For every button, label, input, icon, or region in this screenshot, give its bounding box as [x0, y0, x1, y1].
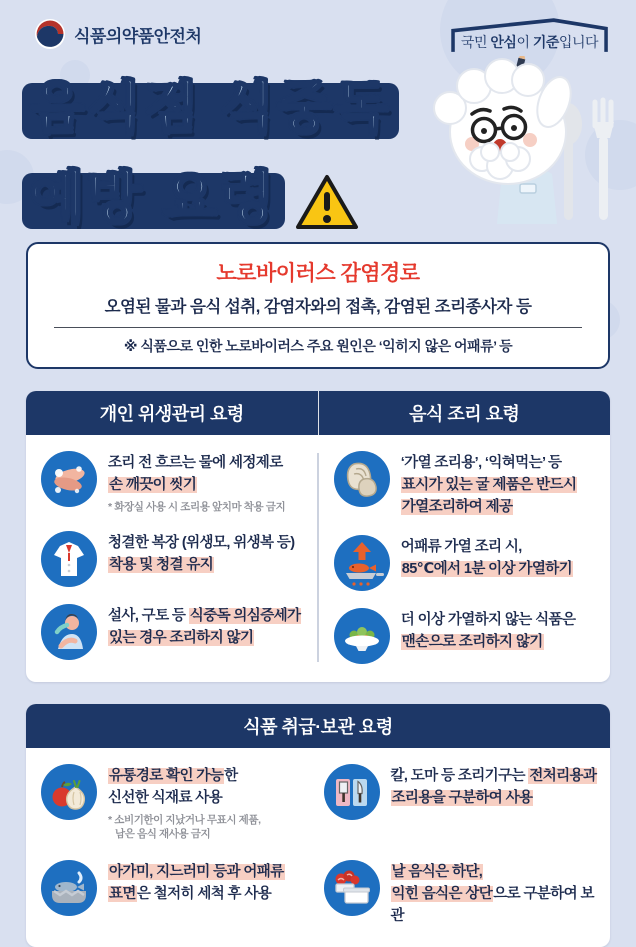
section-headers	[26, 391, 610, 435]
highlighted-text: 식중독 의심증세가	[189, 608, 301, 625]
salad-icon	[334, 608, 390, 664]
roof-bracket-icon	[449, 18, 610, 54]
item-text	[108, 451, 285, 514]
highlighted-text: 손 깨끗이 씻기	[109, 476, 197, 493]
item-text	[108, 764, 261, 842]
plain-text: 한	[224, 768, 238, 785]
norovirus-subtitle: 오염된 물과 음식 섭취, 감염자와의 접촉, 감염된 조리종사자 등	[104, 298, 532, 316]
plain-text: 설사, 구토 등	[108, 608, 189, 625]
storage-section	[26, 704, 610, 947]
handwash-icon	[41, 451, 97, 507]
item-note: * 화장실 사용 시 조리용 앞치마 착용 금지	[108, 500, 286, 513]
sick-person-icon	[41, 604, 97, 660]
item-text-line	[401, 497, 578, 519]
plain-text: 조리 전 흐르는 물에 세정제로	[108, 455, 283, 471]
oyster-icon	[334, 451, 390, 507]
guideline-item	[41, 764, 320, 842]
item-text	[108, 604, 301, 650]
slogan-segment: 국민	[460, 34, 491, 50]
highlighted-text: 있는 경우 조리하지 않기	[109, 629, 254, 646]
item-text-line	[108, 555, 294, 577]
hygiene-section-title: 개인 위생관리 요령	[26, 391, 319, 435]
hygiene-column	[26, 451, 317, 664]
plain-text: 은 철저히 세척 후 사용	[136, 885, 272, 902]
highlighted-text: 가열조리하여 제공	[401, 498, 513, 515]
highlighted-text: 표시가 있는 굴 제품은 반드시	[401, 476, 577, 493]
norovirus-note: ※ 식품으로 인한 노로바이러스 주요 원인은 ‘익히지 않은 어패류’ 등	[123, 338, 513, 354]
item-text-line	[108, 766, 261, 788]
knife-board-icon	[324, 764, 380, 820]
guideline-item	[324, 860, 603, 927]
highlighted-text: 익힌 음식은 상단	[391, 885, 493, 902]
mfds-hand-mascot	[418, 56, 636, 224]
guideline-item	[334, 451, 602, 518]
divider	[54, 327, 582, 328]
plain-text: 더 이상 가열하지 않는 식품은	[400, 612, 576, 629]
shelf-icon	[324, 860, 380, 916]
agency-name: 식품의약품안전처	[74, 26, 202, 46]
item-text-line	[108, 862, 285, 884]
item-text-line	[401, 475, 578, 497]
highlighted-text: 아가미, 지느러미 등과 어패류	[109, 864, 284, 881]
item-text-line	[108, 475, 285, 497]
item-text-line	[401, 610, 576, 632]
item-text-line	[401, 632, 576, 654]
storage-grid	[26, 748, 610, 947]
title-line-2	[30, 154, 277, 234]
item-text-line	[108, 453, 285, 475]
slogan	[449, 18, 610, 54]
item-text-line	[391, 788, 598, 810]
fish-clean-icon	[41, 860, 97, 916]
top-bar	[0, 0, 636, 54]
norovirus-title: 노로바이러스 감염경로	[216, 262, 420, 285]
mfds-logo	[34, 18, 201, 50]
slogan-segment: 입니다	[558, 34, 598, 50]
highlighted-text: 표면	[109, 885, 136, 902]
item-text-line	[391, 884, 603, 928]
poster-title	[0, 64, 636, 236]
item-text-line	[108, 788, 261, 810]
slogan-segment: 이	[516, 34, 533, 50]
uniform-icon	[41, 531, 97, 587]
highlighted-text: 전처리용과	[529, 768, 597, 785]
guideline-item	[41, 451, 309, 514]
item-text	[401, 451, 578, 518]
plain-text: ‘가열 조리용’, ‘익혀먹는’ 등	[400, 455, 562, 471]
plain-text: 신선한 식재료 사용	[108, 790, 223, 806]
highlighted-text: 85℃에서 1분 이상 가열하기	[401, 561, 573, 577]
item-text-line	[391, 766, 598, 788]
item-text-line	[108, 628, 301, 650]
guideline-item	[41, 531, 309, 587]
plain-text: 어패류 가열 조리 시,	[400, 539, 522, 556]
item-text-line	[108, 884, 285, 906]
storage-section-title: 식품 취급·보관 요령	[26, 704, 610, 748]
guideline-item	[324, 764, 603, 842]
highlighted-text: 착용 및 청결 유지	[109, 556, 214, 573]
item-text	[401, 535, 573, 581]
item-text	[108, 531, 294, 577]
highlighted-text: 유통경로 확인 가능	[109, 768, 224, 785]
mfds-taegeuk-icon	[34, 18, 66, 50]
highlighted-text: 날 음식은 하단,	[391, 864, 483, 881]
item-text-line	[401, 453, 578, 475]
plain-text: 으로 구분하여 보관	[390, 885, 594, 924]
warning-triangle-icon	[295, 174, 359, 232]
highlighted-text: 맨손으로 조리하지 않기	[401, 634, 543, 650]
item-text-line	[391, 862, 603, 884]
norovirus-info-box	[26, 242, 610, 369]
item-text	[401, 608, 576, 654]
title-line-1	[30, 64, 391, 144]
plain-text: 칼, 도마 등 조리기구는	[390, 768, 529, 785]
item-text-line	[401, 537, 573, 559]
item-text-line	[108, 606, 301, 628]
hygiene-cooking-section	[26, 391, 610, 682]
cooking-column	[319, 451, 610, 664]
plain-text: 청결한 복장 (위생모, 위생복 등)	[108, 535, 295, 552]
guideline-item	[41, 604, 309, 660]
title-text-2: 예방 요령	[30, 166, 277, 229]
slogan-segment: 안심	[490, 34, 517, 50]
guideline-item	[41, 860, 320, 927]
cooking-section-title: 음식 조리 요령	[409, 404, 520, 424]
highlighted-text: 조리용을 구분하여 사용	[391, 790, 533, 806]
title-text-1: 음식점 식중독	[30, 76, 392, 139]
item-text	[391, 860, 603, 927]
guideline-item	[334, 535, 602, 591]
produce-icon	[41, 764, 97, 820]
item-text-line	[108, 533, 294, 555]
slogan-segment: 기준	[532, 34, 559, 50]
heat-fish-icon	[334, 535, 390, 591]
item-note: * 소비기한이 지났거나 무표시 제품, 남은 음식 재사용 금지	[108, 813, 261, 841]
item-text	[391, 764, 598, 810]
guideline-item	[334, 608, 602, 664]
item-text-line	[401, 559, 573, 581]
